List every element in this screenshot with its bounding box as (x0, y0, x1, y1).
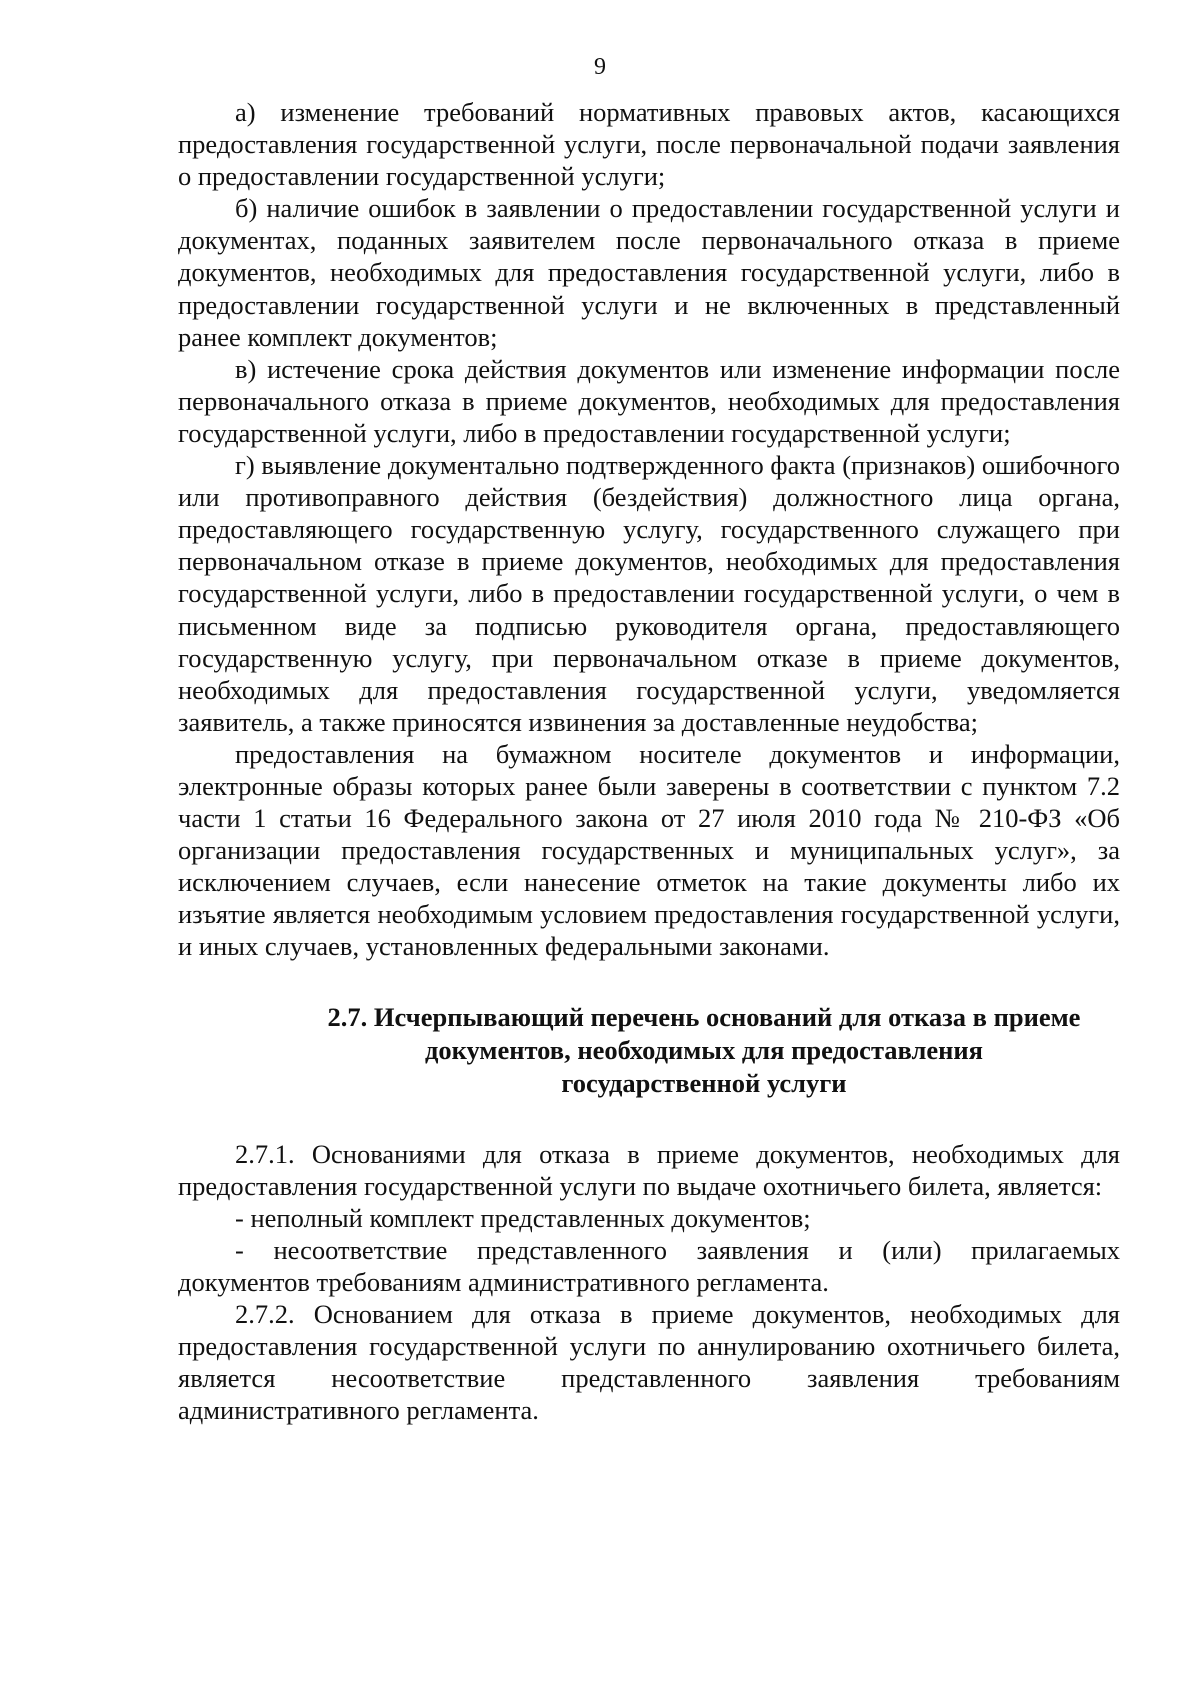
page-number: 9 (594, 54, 606, 80)
section-heading-line: документов, необходимых для предоставления (424, 1034, 983, 1065)
paragraph-b: б) наличие ошибок в заявлении о предоставлении государственной услуги и документах, поданных заявителем после первоначального отказа в приеме документов, необходимых для предоставления государственной услуги, либо в предоставлении государственной услуги и не включенных в представленный ранее комплект документов; (178, 193, 1120, 352)
paragraph-a: а) изменение требований нормативных правовых актов, касающихся предоставления государственной услуги, после первоначальной подачи заявления о предоставлении государственной услуги; (178, 97, 1120, 192)
section-heading-line: государственной услуги (561, 1067, 847, 1098)
paragraph-v: в) истечение срока действия документов или изменение информации после первоначального отказа в приеме документов, необходимых для предоставления государственной услуги, либо в предоставлении государственной услуги; (178, 353, 1120, 448)
list-item-nonconformity: - несоответствие представленного заявления и (или) прилагаемых документов требованиям административного регламента. (178, 1234, 1120, 1297)
paragraph-2-7-1: 2.7.1. Основаниями для отказа в приеме документов, необходимых для предоставления государственной услуги по выдаче охотничьего билета, является: (178, 1138, 1120, 1201)
section-heading-line: 2.7. Исчерпывающий перечень оснований для отказа в приеме (327, 1001, 1081, 1032)
list-item-incomplete-set: - неполный комплект представленных документов; (235, 1202, 811, 1233)
paragraph-g: г) выявление документально подтвержденного факта (признаков) ошибочного или противоправного действия (бездействия) должностного лица органа, предоставляющего государственную услугу, государственного служащего при первоначальном отказе в приеме документов, необходимых для предоставления государственной услуги, либо в предоставлении государственной услуги, о чем в письменном виде за подписью руководителя органа, предоставляющего государственную услугу, при первоначальном отказе в приеме документов, необходимых для предоставления государственной услуги, уведомляется заявитель, а также приносятся извинения за доставленные неудобства; (178, 450, 1120, 737)
document-body (178, 96, 1120, 1426)
paragraph-2-7-2: 2.7.2. Основанием для отказа в приеме документов, необходимых для предоставления государственной услуги по аннулированию охотничьего билета, является несоответствие представленного заявления требованиям административного регламента. (178, 1299, 1120, 1426)
paragraph-paper-documents: предоставления на бумажном носителе документов и информации, электронные образы которых ранее были заверены в соответствии с пунктом 7.2 части 1 статьи 16 Федерального закона от 27 июля 2010 года № 210-ФЗ «Об организации предоставления государственных и муниципальных услуг», за исключением случаев, если нанесение отметок на такие документы либо их изъятие является необходимым условием предоставления государственной услуги, и иных случаев, установленных федеральными законами. (178, 738, 1120, 962)
section-heading (178, 1001, 1120, 1100)
